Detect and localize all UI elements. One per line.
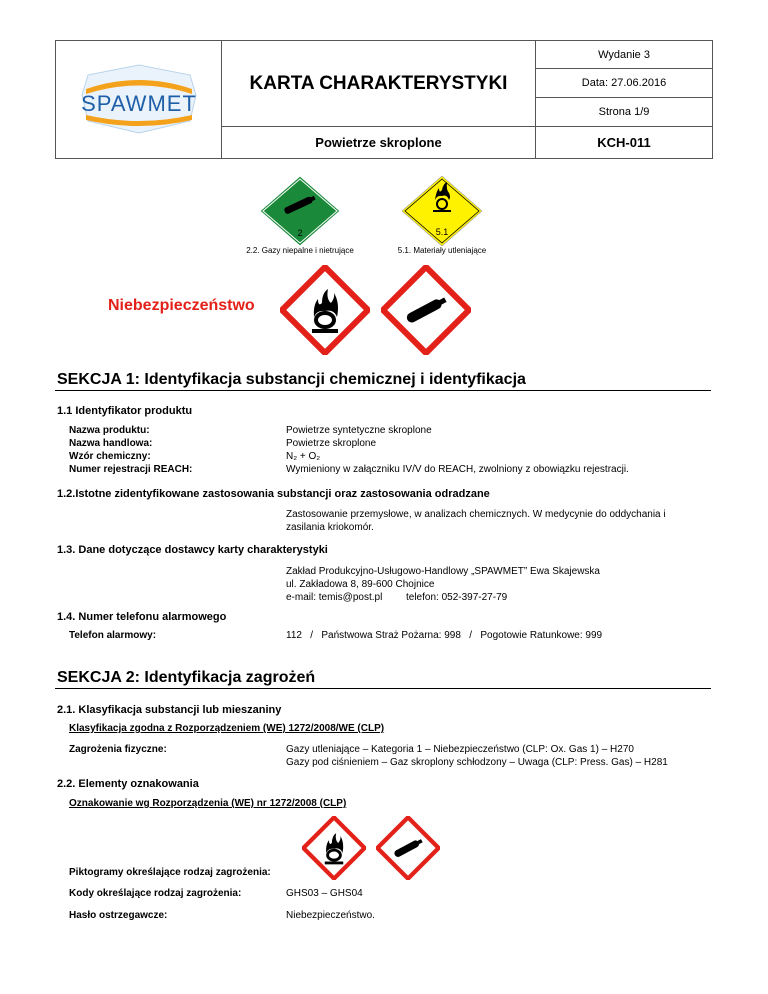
supplier-email[interactable]: e-mail: temis@post.pl xyxy=(286,592,383,603)
svg-text:SPAWMET: SPAWMET xyxy=(81,91,197,116)
gas-cylinder-icon xyxy=(381,265,471,355)
page-label: Strona 1/9 xyxy=(598,106,650,118)
date-label: Data: 27.06.2016 xyxy=(581,77,667,89)
reach-label: Numer rejestracji REACH: xyxy=(69,464,193,475)
product-name-label: Nazwa produktu: xyxy=(69,425,150,436)
reach-value: Wymieniony w załączniku IV/V do REACH, zwolniony z obowiązku rejestracji. xyxy=(286,464,629,475)
section-1-2-heading: 1.2.Istotne zidentyfikowane zastosowania substancji oraz zastosowania odradzane xyxy=(57,488,490,500)
section-1-4-heading: 1.4. Numer telefonu alarmowego xyxy=(57,611,227,623)
formula-value: N₂ + O₂ xyxy=(286,451,321,462)
transport-label-5-1 xyxy=(402,176,482,246)
clp-labelling-heading: Oznakowanie wg Rozporządzenia (WE) nr 1272/2008 (CLP) xyxy=(69,798,347,809)
section-2-title: SEKCJA 2: Identyfikacja zagrożeń xyxy=(57,669,316,686)
signal-word-label: Hasło ostrzegawcze: xyxy=(69,910,168,921)
transport-caption-2: 2.2. Gazy niepalne i nietrujące xyxy=(246,246,354,255)
trade-name-value: Powietrze skroplone xyxy=(286,438,377,449)
section-1-title: SEKCJA 1: Identyfikacja substancji chemicznej i identyfikacja xyxy=(57,371,526,388)
emergency-phone-label: Telefon alarmowy: xyxy=(69,630,157,641)
uses-text: Zastosowanie przemysłowe, w analizach chemicznych. W medycynie do oddychania i zasilania kriokomór. xyxy=(286,509,666,533)
formula-label: Wzór chemiczny: xyxy=(69,451,151,462)
trade-name-label: Nazwa handlowa: xyxy=(69,438,153,449)
supplier-phone: telefon: 052-397-27-79 xyxy=(406,592,508,603)
emergency-phone-value: 112 / Państwowa Straż Pożarna: 998 / Pogotowie Ratunkowe: 999 xyxy=(286,630,603,641)
transport-label-2 xyxy=(260,176,340,246)
svg-text:2: 2 xyxy=(297,228,303,238)
header-table xyxy=(55,40,713,159)
product-identifier-values xyxy=(286,424,629,476)
product-name-value: Powietrze syntetyczne skroplone xyxy=(286,425,432,436)
svg-text:5.1: 5.1 xyxy=(435,227,449,237)
label-flame-over-circle-icon xyxy=(302,816,366,880)
label-gas-cylinder-icon xyxy=(376,816,440,880)
document-title: KARTA CHARAKTERYSTYKI xyxy=(249,72,508,94)
product-name: Powietrze skroplone xyxy=(315,135,442,150)
section-1-1-heading: 1.1 Identyfikator produktu xyxy=(57,405,193,417)
section-2-2-heading: 2.2. Elementy oznakowania xyxy=(57,778,199,790)
signal-word-value: Niebezpieczeństwo. xyxy=(286,910,375,921)
section-2-1-heading: 2.1. Klasyfikacja substancji lub mieszaniny xyxy=(57,704,282,716)
spawmet-logo xyxy=(68,61,210,139)
transport-caption-5-1: 5.1. Materiały utleniające xyxy=(397,246,487,255)
physical-hazards-label: Zagrożenia fizyczne: xyxy=(69,744,167,755)
document-code: KCH-011 xyxy=(597,135,651,150)
flame-over-circle-icon xyxy=(280,265,370,355)
pictograms-label: Piktogramy określające rodzaj zagrożenia: xyxy=(69,867,271,878)
section-1-3-heading: 1.3. Dane dotyczące dostawcy karty charakterystyki xyxy=(57,544,328,556)
supplier-text: Zakład Produkcyjno-Usługowo-Handlowy „SPAWMET” Ewa Skajewska ul. Zakładowa 8, 89-600 Chojnice e-mail: temis@post.pl telefon: 052-397-27-79 xyxy=(286,566,600,603)
product-identifier-labels xyxy=(69,424,192,476)
clp-classification-heading: Klasyfikacja zgodna z Rozporządzeniem (WE) 1272/2008/WE (CLP) xyxy=(69,723,385,734)
hazard-codes-label: Kody określające rodzaj zagrożenia: xyxy=(69,888,242,899)
edition-label: Wydanie 3 xyxy=(598,48,650,61)
physical-hazards-values: Gazy utleniające – Kategoria 1 – Niebezpieczeństwo (CLP: Ox. Gas 1) – H270 Gazy pod ciśnieniem – Gaz skroplony schłodzony – Uwaga (CLP: Press. Gas) – H281 xyxy=(286,744,668,768)
hazard-codes-value: GHS03 – GHS04 xyxy=(286,888,363,899)
signal-word: Niebezpieczeństwo xyxy=(108,297,255,314)
